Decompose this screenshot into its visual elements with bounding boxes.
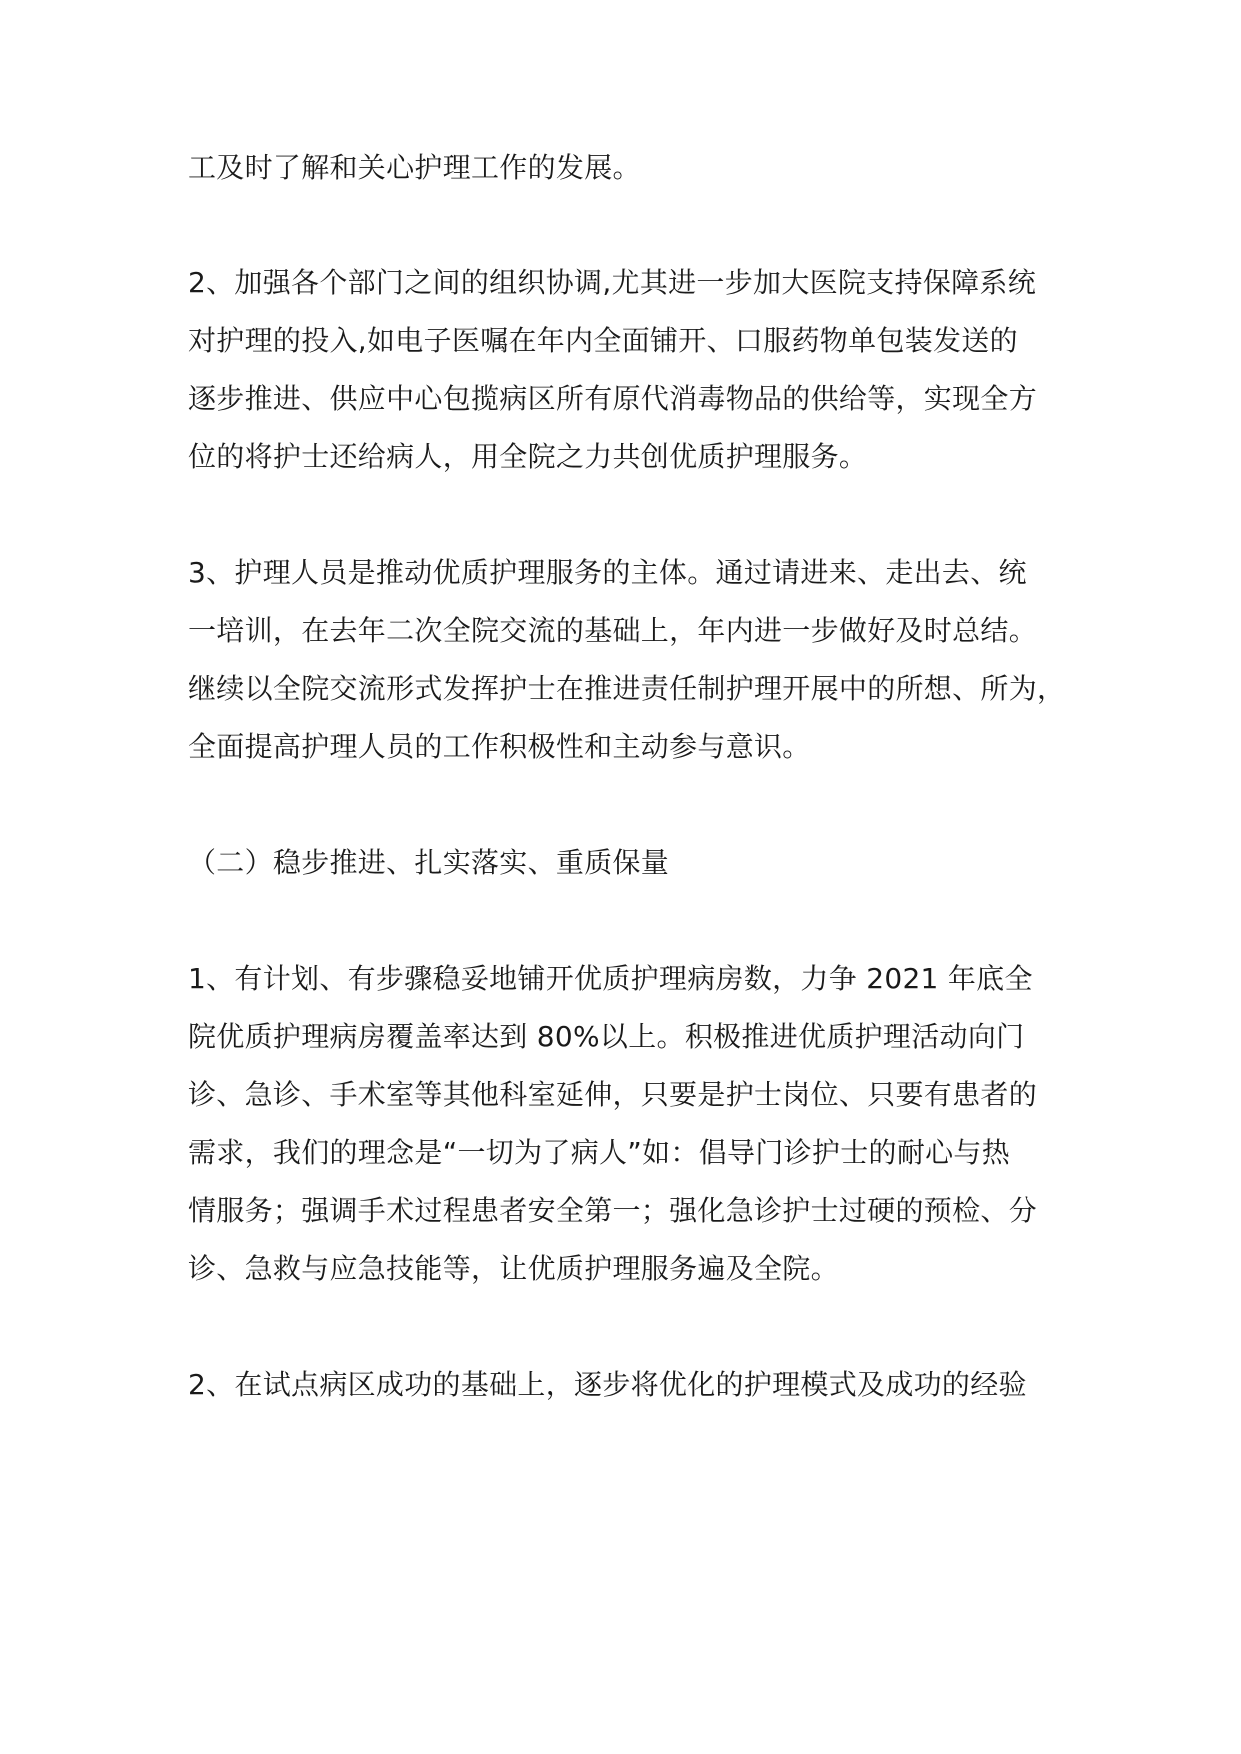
text-line: 2、在试点病区成功的基础上，逐步将优化的护理模式及成功的经验	[188, 1368, 1027, 1401]
text-line: 2、加强各个部门之间的组织协调,尤其进一步加大医院支持保障系统	[188, 266, 1037, 299]
text-line: 全面提高护理人员的工作积极性和主动参与意识。	[188, 730, 811, 763]
text-line: 逐步推进、供应中心包揽病区所有原代消毒物品的供给等，实现全方	[188, 382, 1038, 415]
text-line: 工及时了解和关心护理工作的发展。	[188, 151, 641, 184]
text-line: 诊、急诊、手术室等其他科室延伸，只要是护士岗位、只要有患者的	[188, 1078, 1038, 1111]
text-line: 1、有计划、有步骤稳妥地铺开优质护理病房数，力争 2021 年底全	[188, 962, 1033, 995]
text-line: 一培训，在去年二次全院交流的基础上，年内进一步做好及时总结。	[188, 614, 1038, 647]
text-line: 3、护理人员是推动优质护理服务的主体。通过请进来、走出去、统	[188, 556, 1027, 589]
text-line: 诊、急救与应急技能等，让优质护理服务遍及全院。	[188, 1252, 839, 1285]
text-line: 院优质护理病房覆盖率达到 80%以上。积极推进优质护理活动向门	[188, 1020, 1025, 1053]
text-line: 继续以全院交流形式发挥护士在推进责任制护理开展中的所想、所为，	[188, 672, 1066, 705]
text-line: 位的将护士还给病人，用全院之力共创优质护理服务。	[188, 440, 868, 473]
text-line: 情服务；强调手术过程患者安全第一；强化急诊护士过硬的预检、分	[188, 1194, 1038, 1227]
section-heading: （二）稳步推进、扎实落实、重质保量	[188, 846, 670, 879]
text-line: 对护理的投入,如电子医嘱在年内全面铺开、口服药物单包装发送的	[188, 324, 1018, 357]
text-line: 需求，我们的理念是“一切为了病人”如：倡导门诊护士的耐心与热	[188, 1136, 1011, 1169]
